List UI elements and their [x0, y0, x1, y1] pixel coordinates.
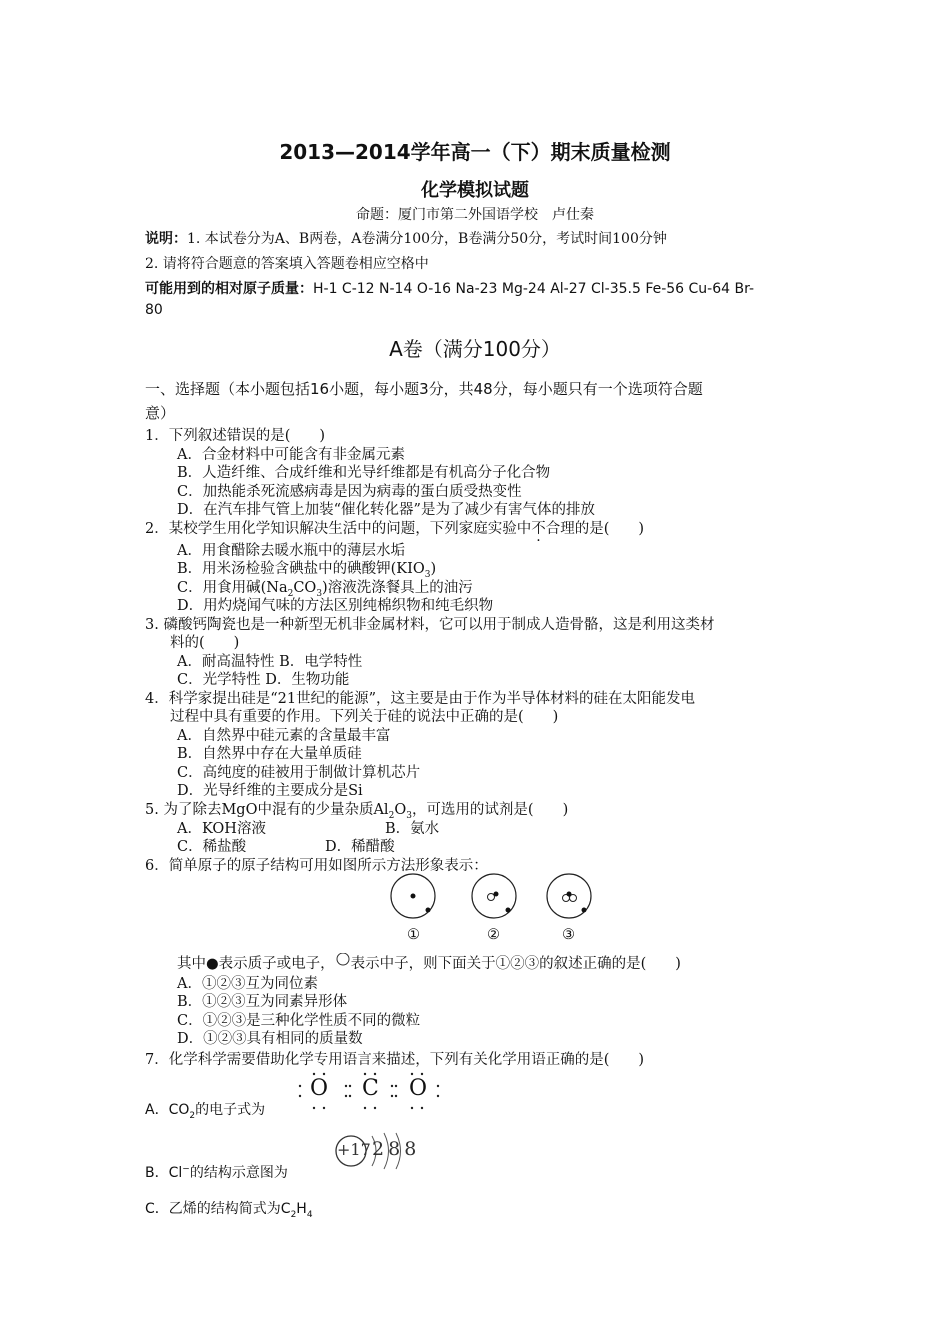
- q7-b-sup: −: [182, 1164, 190, 1175]
- question-4-stem-line-1: 4．科学家提出硅是“21世纪的能源”，这主要是由于作为半导体材料的硅在太阳能发电: [145, 691, 695, 707]
- q7-c-sub2: 4: [306, 1209, 313, 1220]
- question-5-option-d: D．稀醋酸: [325, 839, 395, 855]
- question-2-emphasis: 不: [531, 521, 546, 537]
- question-4-stem-line-2: 过程中具有重要的作用。下列关于硅的说法中正确的是( ): [170, 709, 559, 725]
- q2-c-sub1: 2: [287, 588, 294, 599]
- q5-stem-pre: 5. 为了除去MgO中混有的少量杂质Al: [145, 802, 389, 818]
- q7-b-post: 的结构示意图为: [189, 1165, 288, 1181]
- atom-1-icon: [391, 874, 435, 918]
- section-a-heading: A卷（满分100分）: [389, 337, 561, 361]
- question-2-stem-post: 合理的是( ): [545, 521, 645, 537]
- atomic-mass-line-1: [145, 278, 754, 298]
- q6-legend-pre: 其中●表示质子或电子，: [177, 956, 335, 972]
- question-7-option-a: [145, 1099, 265, 1121]
- q2-b-pre: B．用米汤检验含碘盐中的碘酸钾(KIO: [177, 561, 425, 577]
- question-6-option-a: A．①②③互为同位素: [177, 976, 318, 992]
- q5-sub1: 2: [388, 810, 395, 821]
- instructions-line-2: 2. 请将符合题意的答案填入答题卷相应空格中: [145, 256, 429, 272]
- instructions-line-1: [145, 228, 667, 248]
- question-5-option-a: A．KOH溶液: [177, 821, 266, 837]
- question-3-options-cd: C．光学特性 D．生物功能: [177, 672, 350, 688]
- chloride-ion-structure-diagram: [332, 1130, 422, 1174]
- question-6-option-d: D．①②③具有相同的质量数: [177, 1031, 363, 1047]
- co2-carbon: C: [362, 1076, 379, 1101]
- exam-subtitle: 化学模拟试题: [421, 180, 529, 201]
- atom-label-1: ①: [407, 927, 420, 943]
- q2-c-sub2: 3: [316, 588, 323, 599]
- question-6-stem: 6．简单原子的原子结构可用如图所示方法形象表示：: [145, 858, 488, 874]
- co2-oxygen-1: O: [310, 1076, 329, 1101]
- q2-c-post: )溶液洗涤餐具上的油污: [322, 580, 473, 596]
- question-5-option-c: C．稀盐酸: [177, 839, 247, 855]
- question-1-option-a: A．合金材料中可能含有非金属元素: [177, 447, 405, 463]
- part-1-heading-line-1: 一、选择题（本小题包括16小题，每小题3分，共48分，每小题只有一个选项符合题: [145, 380, 703, 398]
- question-2-option-a: A．用食醋除去暖水瓶中的薄层水垢: [177, 543, 405, 559]
- q5-stem-post: ，可选用的试剂是( ): [411, 802, 569, 818]
- question-1-option-c: C．加热能杀死流感病毒是因为病毒的蛋白质受热变性: [177, 484, 522, 500]
- question-2-option-d: D．用灼烧闻气味的方法区别纯棉织物和纯毛织物: [177, 598, 494, 614]
- q6-legend-post: 表示中子，则下面关于①②③的叙述正确的是( ): [350, 956, 681, 972]
- atom-2-icon: [472, 874, 516, 918]
- q7-b-pre: B．Cl: [145, 1165, 183, 1181]
- question-4-option-b: B．自然界中存在大量单质硅: [177, 746, 362, 762]
- q7-a-sub: 2: [189, 1110, 196, 1121]
- q5-sub2: 3: [406, 810, 412, 821]
- question-4-option-c: C．高纯度的硅被用于制做计算机芯片: [177, 765, 421, 781]
- question-2-stem: [145, 517, 644, 538]
- question-7-stem: 7．化学科学需要借助化学专用语言来描述，下列有关化学用语正确的是( ): [145, 1052, 645, 1068]
- atom-label-2: ②: [487, 927, 500, 943]
- co2-electron-formula: [292, 1068, 452, 1116]
- instructions-label: 说明：: [145, 231, 187, 247]
- atomic-mass-label: 可能用到的相对原子质量：: [145, 281, 313, 297]
- q2-b-post: ): [430, 561, 437, 577]
- q2-b-sub: 3: [424, 569, 431, 580]
- question-7-option-c: [145, 1198, 313, 1220]
- atom-3-icon: [547, 874, 591, 918]
- q7-c-pre: C．乙烯的结构简式为C: [145, 1201, 291, 1217]
- q7-c-mid: H: [296, 1201, 307, 1217]
- part-1-heading-line-2: 意）: [145, 404, 176, 422]
- question-3-options-ab: A．耐高温特性 B．电学特性: [177, 654, 363, 670]
- question-6-option-c: C．①②③是三种化学性质不同的微粒: [177, 1013, 421, 1029]
- atomic-mass-line-2: 80: [145, 302, 163, 318]
- nucleus-charge: +17: [337, 1140, 371, 1159]
- co2-oxygen-2: O: [409, 1076, 428, 1101]
- question-4-option-a: A．自然界中硅元素的含量最丰富: [177, 728, 391, 744]
- question-1-stem: 1．下列叙述错误的是( ): [145, 428, 326, 444]
- question-4-option-d: D．光导纤维的主要成分是Si: [177, 783, 363, 799]
- q2-c-pre: C．用食用碱(Na: [177, 580, 288, 596]
- question-2-stem-pre: 2．某校学生用化学知识解决生活中的问题，下列家庭实验中: [145, 521, 532, 537]
- instructions-text-1: 1. 本试卷分为A、B两卷，A卷满分100分，B卷满分50分，考试时间100分钟: [187, 231, 667, 247]
- question-1-option-b: B．人造纤维、合成纤维和光导纤维都是有机高分子化合物: [177, 465, 551, 481]
- question-6-legend: [177, 952, 681, 973]
- question-3-stem-line-2: 料的( ): [170, 635, 240, 651]
- q2-c-mid: CO: [293, 580, 317, 596]
- question-6-option-b: B．①②③互为同素异形体: [177, 994, 348, 1010]
- exam-title: 2013—2014学年高一（下）期末质量检测: [279, 140, 671, 164]
- atom-label-3: ③: [562, 927, 575, 943]
- exam-author: 命题：厦门市第二外国语学校 卢仕秦: [356, 207, 594, 223]
- q7-a-post: 的电子式为: [195, 1102, 266, 1118]
- q7-c-sub1: 2: [290, 1209, 297, 1220]
- electron-shell-counts: 2 8 8: [372, 1138, 416, 1160]
- question-5-option-b: B．氨水: [385, 821, 440, 837]
- q5-mid: O: [394, 802, 407, 818]
- q7-a-pre: A．CO: [145, 1102, 190, 1118]
- question-3-stem-line-1: 3. 磷酸钙陶瓷也是一种新型无机非金属材料，它可以用于制成人造骨骼，这是利用这类材: [145, 617, 715, 633]
- atomic-mass-values: H-1 C-12 N-14 O-16 Na-23 Mg-24 Al-27 Cl-35.5 Fe-56 Cu-64 Br-: [313, 281, 755, 297]
- question-1-option-d: D．在汽车排气管上加装“催化转化器”是为了减少有害气体的排放: [177, 502, 595, 518]
- neutron-icon: [335, 953, 351, 969]
- question-7-option-b: [145, 1162, 288, 1182]
